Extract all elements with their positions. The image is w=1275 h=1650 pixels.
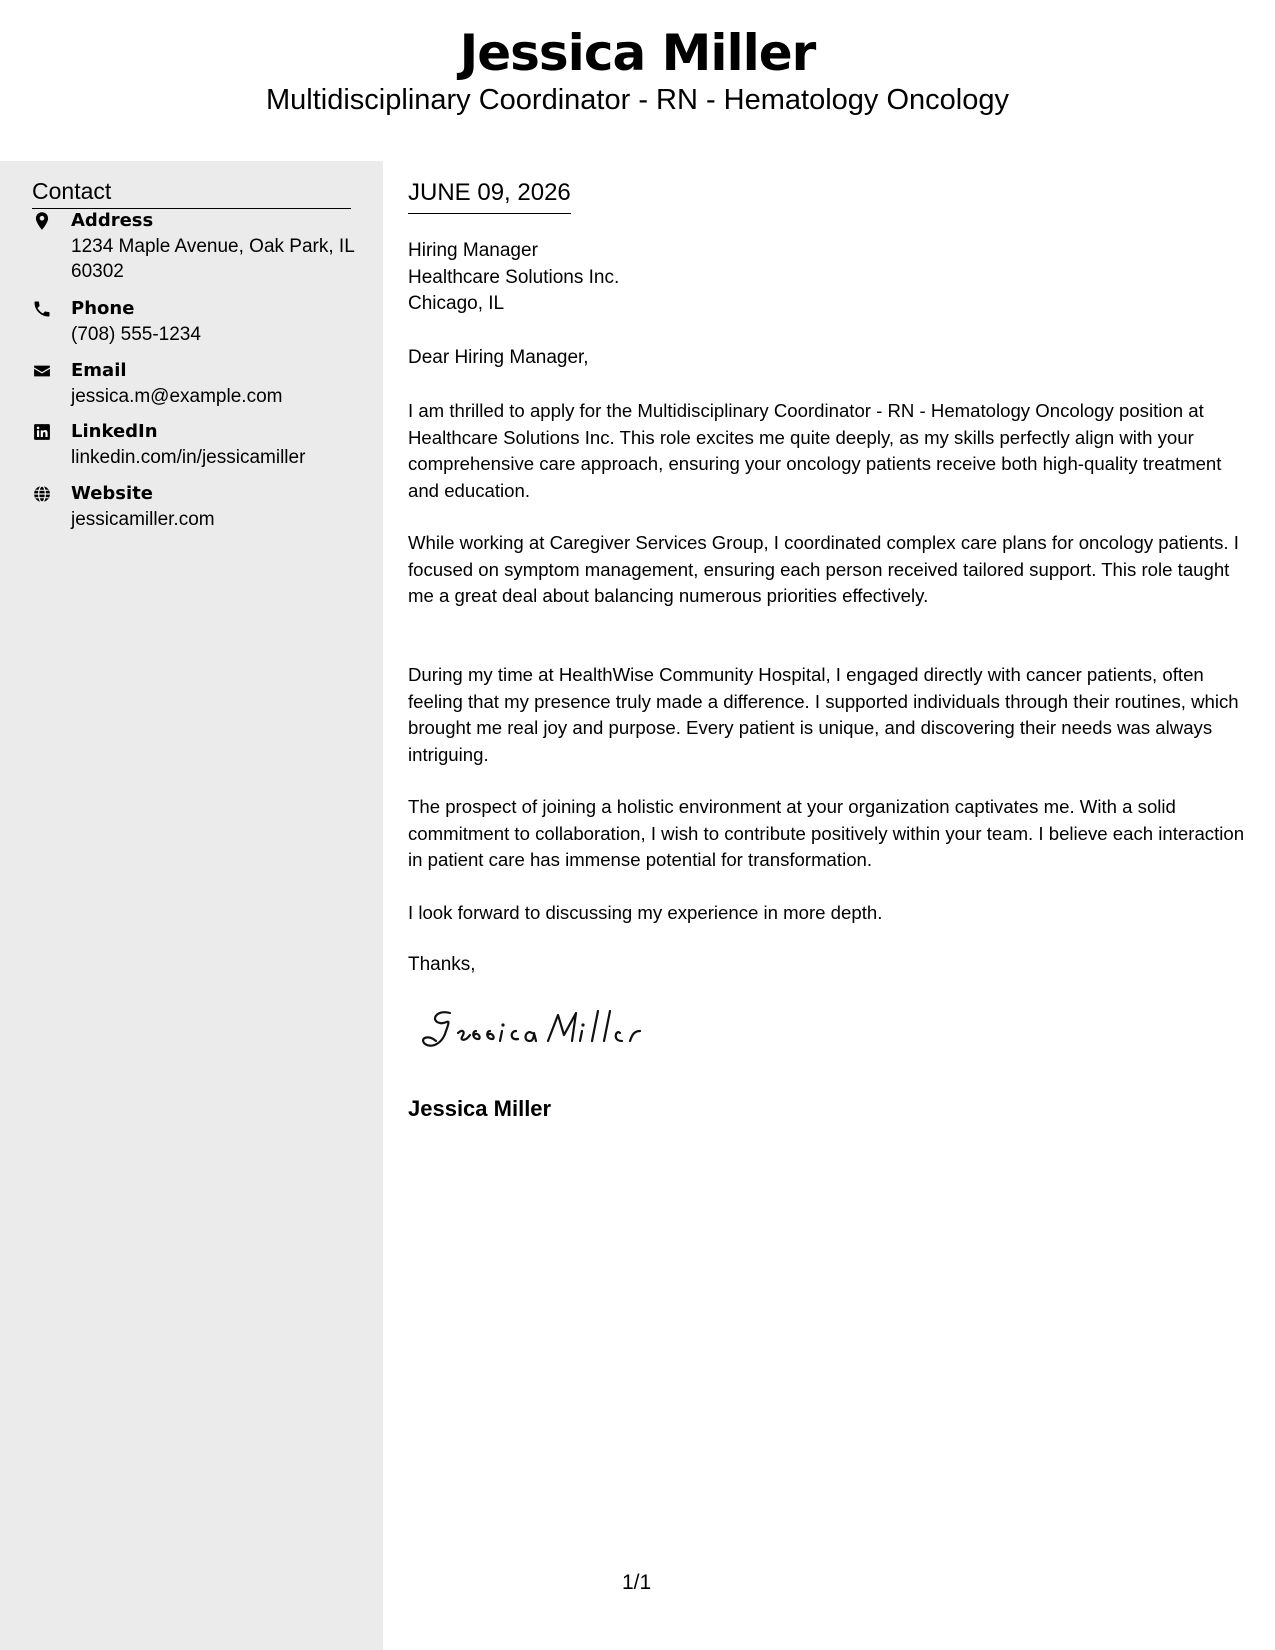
applicant-name: Jessica Miller [459,24,816,82]
page-number: 1/1 [622,1571,652,1594]
letter-header [0,0,1275,161]
handwritten-signature [416,1001,666,1061]
contact-sidebar [0,161,383,1650]
website-value: jessicamiller.com [71,509,215,530]
job-title: Multidisciplinary Coordinator - RN - Hematology Oncology [266,84,1009,116]
contact-label: Website [71,483,154,504]
contact-heading: Contact [32,176,351,209]
recipient-block [408,238,619,318]
linkedin-icon [32,422,52,442]
signer-name: Jessica Miller [408,1096,552,1121]
body-paragraph: I look forward to discussing my experience in more depth. [408,902,883,923]
linkedin-value: linkedin.com/in/jessicamiller [71,447,306,468]
location-pin-icon [32,211,52,231]
body-paragraph: I am thrilled to apply for the Multidisciplinary Coordinator - RN - Hematology Oncology position at Healthcare Solutions Inc. This role excites me quite deeply, as my skills perfectly align with your comprehensive care approach, ensuring your oncology patients receive both high-quality treatment and education. [408,400,1222,501]
phone-icon [32,299,52,319]
envelope-icon [32,361,52,381]
address-value: 1234 Maple Avenue, Oak Park, IL 60302 [71,236,355,282]
recipient-line: Chicago, IL [408,293,505,314]
globe-icon [32,484,52,504]
contact-label: Phone [71,298,135,319]
closing: Thanks, [408,954,476,975]
recipient-line: Hiring Manager [408,240,538,261]
contact-label: LinkedIn [71,421,158,442]
salutation: Dear Hiring Manager, [408,347,589,368]
body-paragraph: The prospect of joining a holistic environment at your organization captivates me. With a solid commitment to collaboration, I wish to contribute positively within your team. I believe each interaction in patient care has immense potential for transformation. [408,796,1245,870]
recipient-line: Healthcare Solutions Inc. [408,266,620,288]
letter-date: JUNE 09, 2026 [408,178,571,214]
contact-label: Email [71,360,127,381]
body-paragraph: While working at Caregiver Services Group, I coordinated complex care plans for oncology patients. I focused on symptom management, ensuring each person received tailored support. This role taught me a great deal about balancing numerous priorities effectively. [408,532,1239,606]
body-paragraph: During my time at HealthWise Community Hospital, I engaged directly with cancer patients, often feeling that my presence truly made a difference. I supported individuals through their routines, which brought me real joy and purpose. Every patient is unique, and discovering their needs was always intriguing. [408,664,1239,765]
contact-label: Address [71,210,154,231]
phone-value: (708) 555-1234 [71,324,201,345]
email-value: jessica.m@example.com [71,386,283,407]
